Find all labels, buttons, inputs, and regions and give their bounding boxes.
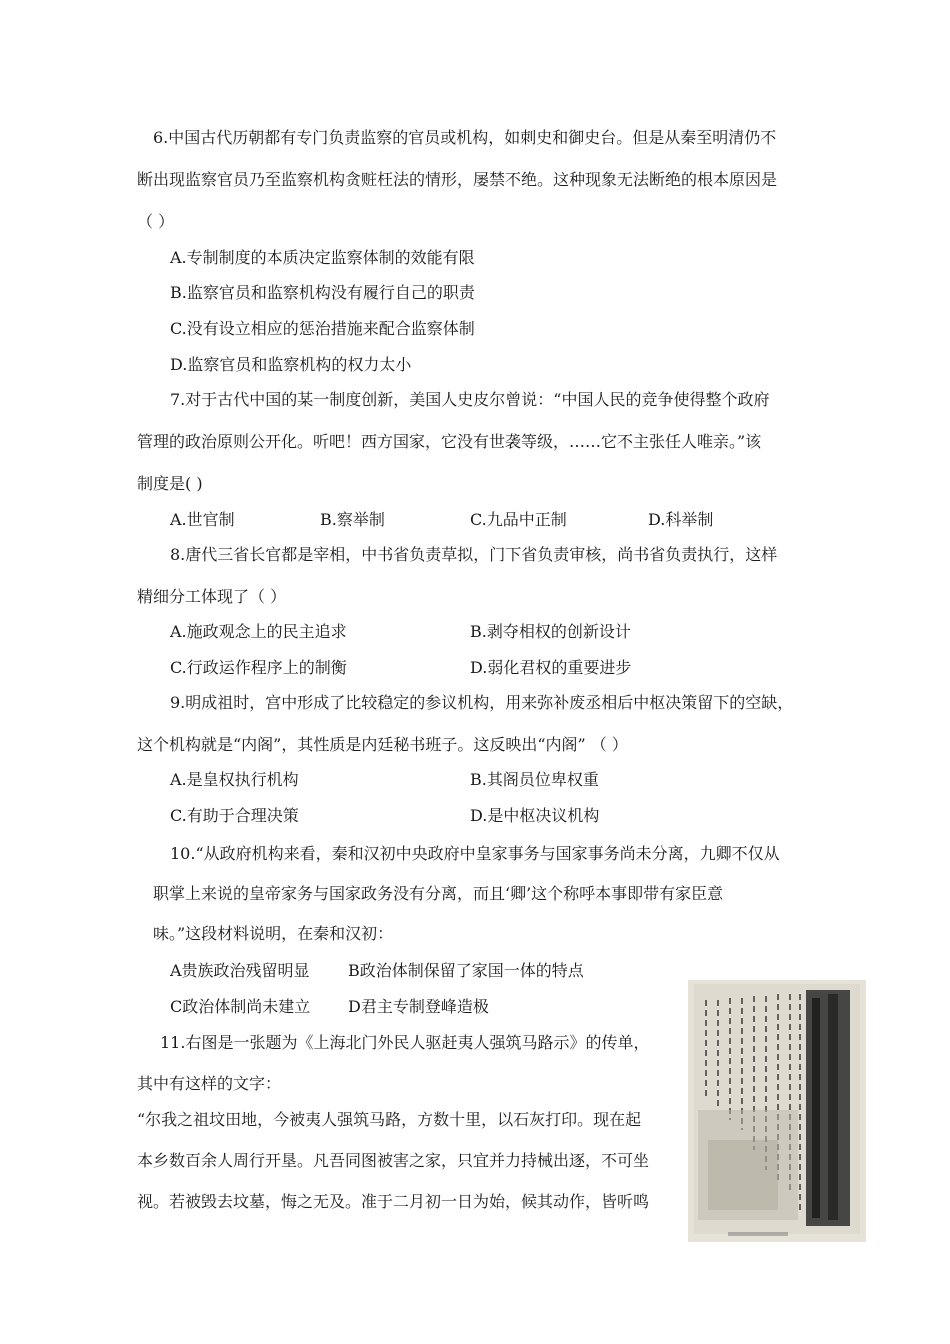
q7-line-2: 管理的政治原则公开化。听吧！西方国家，它没有世袭等级，……它不主张任人唯亲。”该 xyxy=(137,432,762,451)
q6-line-3: （ ） xyxy=(137,212,175,231)
q7-line-3: 制度是( ) xyxy=(137,474,203,493)
q8-option-c: C.行政运作程序上的制衡 xyxy=(170,658,347,677)
q10-option-b: B政治体制保留了家国一体的特点 xyxy=(348,961,584,980)
q10-line-1: 10.“从政府机构来看，秦和汉初中央政府中皇家事务与国家事务尚未分离，九卿不仅从 xyxy=(170,844,780,863)
q7-option-b: B.察举制 xyxy=(320,510,385,529)
q8-line-2: 精细分工体现了（ ） xyxy=(137,587,287,606)
q7-line-1: 7.对于古代中国的某一制度创新，美国人史皮尔曾说：“中国人民的竞争使得整个政府 xyxy=(170,390,770,409)
q9-option-c: C.有助于合理决策 xyxy=(170,806,299,825)
handbill-photo xyxy=(688,980,866,1242)
q11-line-3: “尔我之祖坟田地，今被夷人强筑马路，方数十里，以石灰打印。现在起 xyxy=(137,1110,642,1129)
q9-line-1: 9.明成祖时，宫中形成了比较稳定的参议机构，用来弥补废丞相后中枢决策留下的空缺， xyxy=(170,693,794,712)
q6-option-b: B.监察官员和监察机构没有履行自己的职责 xyxy=(170,283,475,302)
q9-option-b: B.其阁员位卑权重 xyxy=(470,770,599,789)
q10-option-a: A贵族政治残留明显 xyxy=(170,961,310,980)
q9-option-d: D.是中枢决议机构 xyxy=(470,806,600,825)
q6-option-c: C.没有设立相应的惩治措施来配合监察体制 xyxy=(170,319,475,338)
q6-line-1: 6.中国古代历朝都有专门负责监察的官员或机构，如刺史和御史台。但是从秦至明清仍不 xyxy=(153,128,777,147)
handbill-illustration xyxy=(688,980,866,1242)
q9-line-2: 这个机构就是“内阁”，其性质是内廷秘书班子。这反映出“内阁” （ ） xyxy=(137,735,628,754)
q8-option-b: B.剥夺相权的创新设计 xyxy=(470,622,631,641)
q8-option-d: D.弱化君权的重要进步 xyxy=(470,658,632,677)
q7-option-c: C.九品中正制 xyxy=(470,510,567,529)
q10-option-c: C政治体制尚未建立 xyxy=(170,997,311,1016)
q8-option-a: A.施政观念上的民主追求 xyxy=(170,622,347,641)
q7-option-d: D.科举制 xyxy=(648,510,714,529)
q11-line-4: 本乡数百余人周行开垦。凡吾同图被害之家，只宜并力持械出逐，不可坐 xyxy=(137,1151,650,1170)
q7-option-a: A.世官制 xyxy=(170,510,235,529)
q10-line-2: 职掌上来说的皇帝家务与国家政务没有分离，而且‘卿’这个称呼本事即带有家臣意 xyxy=(153,884,724,903)
q11-line-1: 11.右图是一张题为《上海北门外民人驱赶夷人强筑马路示》的传单， xyxy=(160,1033,650,1052)
q6-option-a: A.专制制度的本质决定监察体制的效能有限 xyxy=(170,248,475,267)
q8-line-1: 8.唐代三省长官都是宰相，中书省负责草拟，门下省负责审核，尚书省负责执行，这样 xyxy=(170,545,778,564)
q10-option-d: D君主专制登峰造极 xyxy=(348,997,489,1016)
q11-line-2: 其中有这样的文字： xyxy=(137,1074,282,1093)
q6-line-2: 断出现监察官员乃至监察机构贪赃枉法的情形，屡禁不绝。这种现象无法断绝的根本原因是 xyxy=(137,170,778,189)
q10-line-3: 味。”这段材料说明，在秦和汉初： xyxy=(153,924,394,943)
q11-line-5: 视。若被毁去坟墓，悔之无及。准于二月初一日为始，候其动作，皆听鸣 xyxy=(137,1192,650,1211)
q9-option-a: A.是皇权执行机构 xyxy=(170,770,299,789)
q6-option-d: D.监察官员和监察机构的权力太小 xyxy=(170,355,412,374)
